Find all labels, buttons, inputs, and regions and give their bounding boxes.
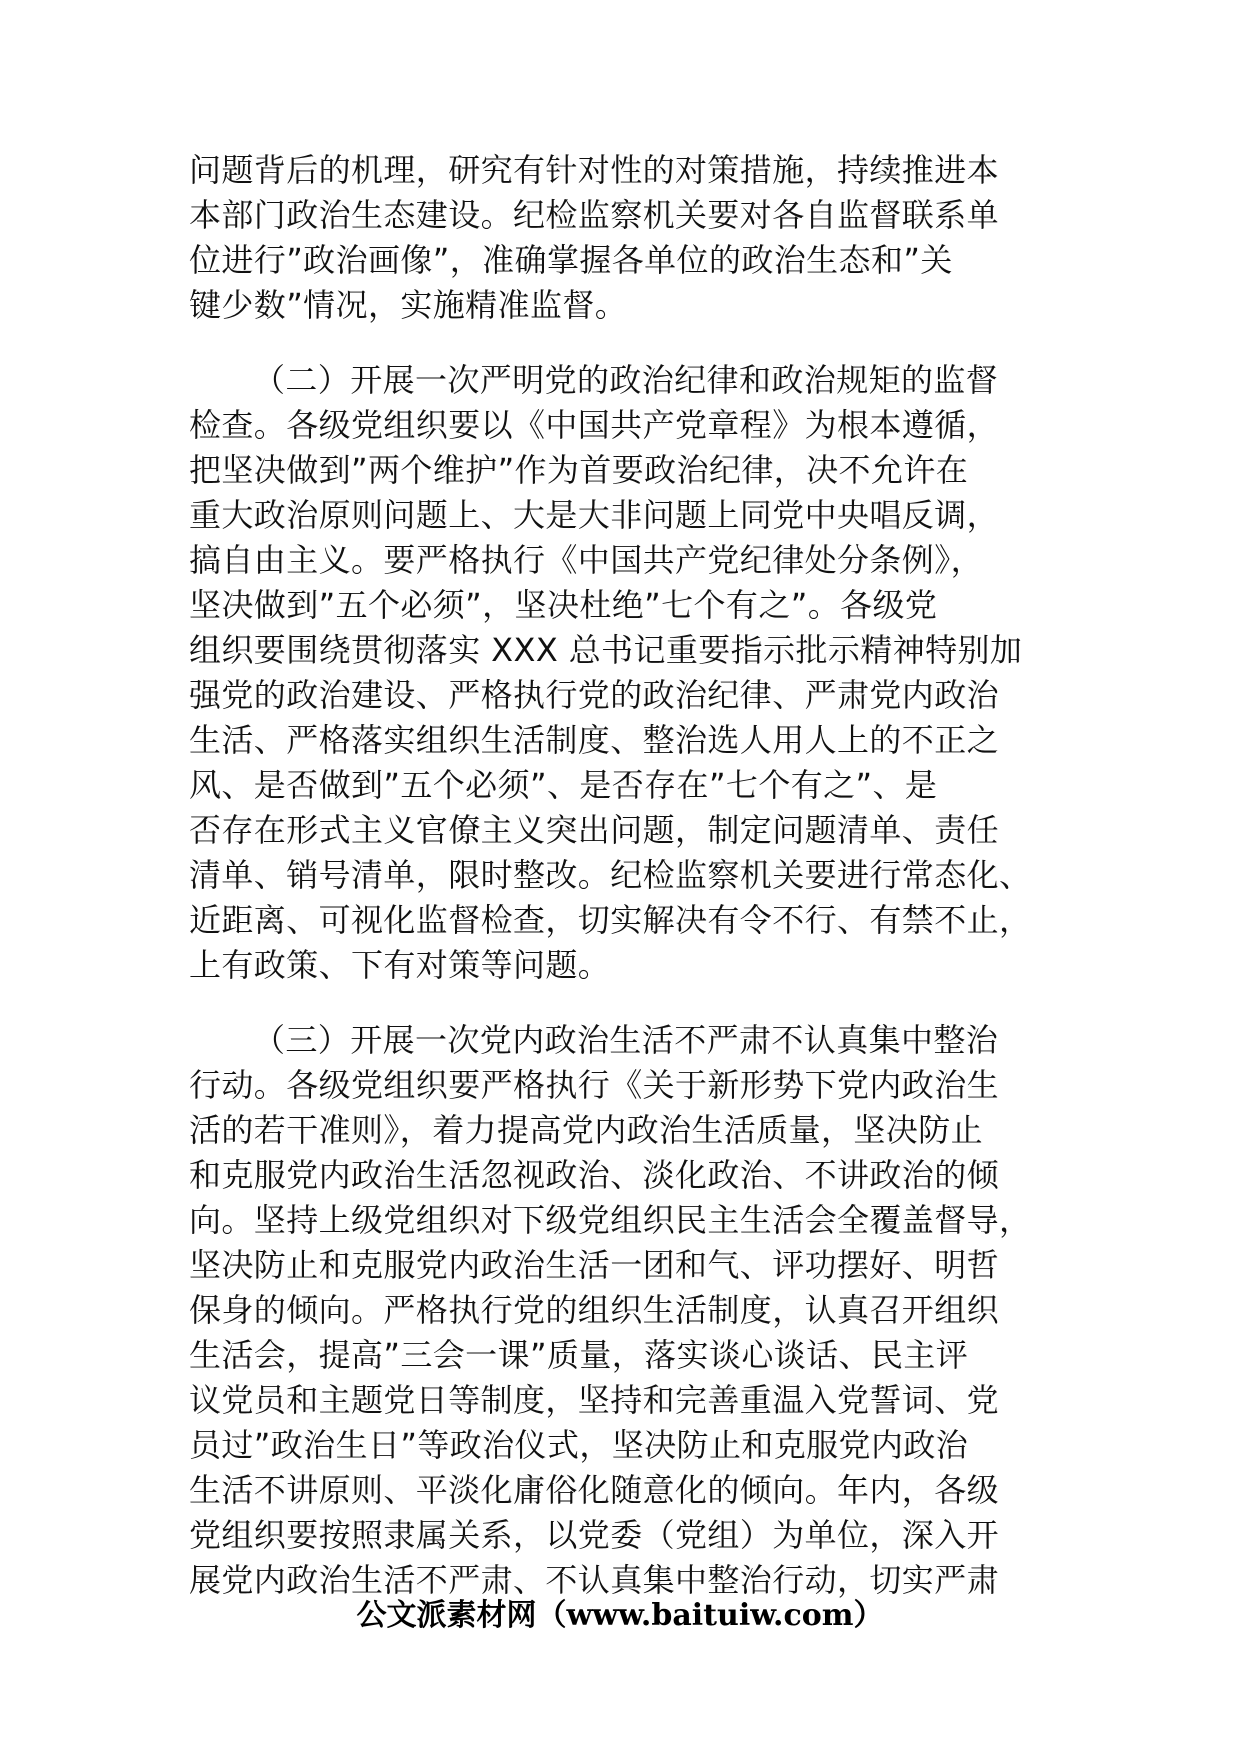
text-line: 和克服党内政治生活忽视政治、淡化政治、不讲政治的倾 [189, 1156, 1000, 1194]
text-line: 否存在形式主义官僚主义突出问题，制定问题清单、责任 [189, 811, 1000, 849]
text-line: 展党内政治生活不严肃、不认真集中整治行动，切实严肃 [189, 1561, 1000, 1599]
text-line: 位进行”政治画像”，准确掌握各单位的政治生态和”关 [189, 241, 953, 279]
text-line: 把坚决做到”两个维护”作为首要政治纪律，决不允许在 [189, 451, 969, 489]
text-line: （二）开展一次严明党的政治纪律和政治规矩的监督 [253, 361, 999, 399]
text-line: 重大政治原则问题上、大是大非问题上同党中央唱反调， [189, 496, 1000, 534]
text-line: 组织要围绕贯彻落实 XXX 总书记重要指示批示精神特别加 [189, 631, 1023, 669]
footer-watermark-text: 公文派素材网（www.baituiw.com） [356, 1598, 884, 1633]
text-line: 风、是否做到”五个必须”、是否存在”七个有之”、是 [189, 766, 938, 804]
text-line: 本部门政治生态建设。纪检监察机关要对各自监督联系单 [189, 196, 1000, 234]
paragraph-3 [189, 1018, 1049, 1603]
text-line: 行动。各级党组织要严格执行《关于新形势下党内政治生 [189, 1066, 1000, 1104]
text-line: 近距离、可视化监督检查，切实解决有令不行、有禁不止， [189, 901, 1032, 939]
text-line: 活的若干准则》，着力提高党内政治生活质量，坚决防止 [189, 1111, 984, 1149]
text-line: 生活会，提高”三会一课”质量，落实谈心谈话、民主评 [189, 1336, 969, 1374]
paragraph-2 [189, 358, 1049, 988]
text-line: 检查。各级党组织要以《中国共产党章程》为根本遵循， [189, 406, 1000, 444]
text-line: 议党员和主题党日等制度，坚持和完善重温入党誓词、党 [189, 1381, 1000, 1419]
paragraph-spacer [189, 988, 1049, 1018]
text-line: 向。坚持上级党组织对下级党组织民主生活会全覆盖督导， [189, 1201, 1032, 1239]
text-line: 坚决防止和克服党内政治生活一团和气、评功摆好、明哲 [189, 1246, 1000, 1284]
paragraph-spacer [189, 328, 1049, 358]
text-line: 生活、严格落实组织生活制度、整治选人用人上的不正之 [189, 721, 1000, 759]
text-line: （三）开展一次党内政治生活不严肃不认真集中整治 [253, 1021, 999, 1059]
text-line: 强党的政治建设、严格执行党的政治纪律、严肃党内政治 [189, 676, 1000, 714]
text-line: 保身的倾向。严格执行党的组织生活制度，认真召开组织 [189, 1291, 1000, 1329]
text-line: 坚决做到”五个必须”，坚决杜绝”七个有之”。各级党 [189, 586, 938, 624]
text-line: 键少数”情况，实施精准监督。 [189, 286, 628, 324]
text-line: 清单、销号清单，限时整改。纪检监察机关要进行常态化、 [189, 856, 1032, 894]
paragraph-1 [189, 148, 1049, 328]
text-line: 上有政策、下有对策等问题。 [189, 946, 611, 984]
text-line: 问题背后的机理，研究有针对性的对策措施，持续推进本 [189, 151, 1000, 189]
text-line: 党组织要按照隶属关系，以党委（党组）为单位，深入开 [189, 1516, 1000, 1554]
document-body [189, 148, 1049, 1603]
text-line: 员过”政治生日”等政治仪式，坚决防止和克服党内政治 [189, 1426, 969, 1464]
text-line: 生活不讲原则、平淡化庸俗化随意化的倾向。年内，各级 [189, 1471, 1000, 1509]
text-line: 搞自由主义。要严格执行《中国共产党纪律处分条例》， [189, 541, 984, 579]
